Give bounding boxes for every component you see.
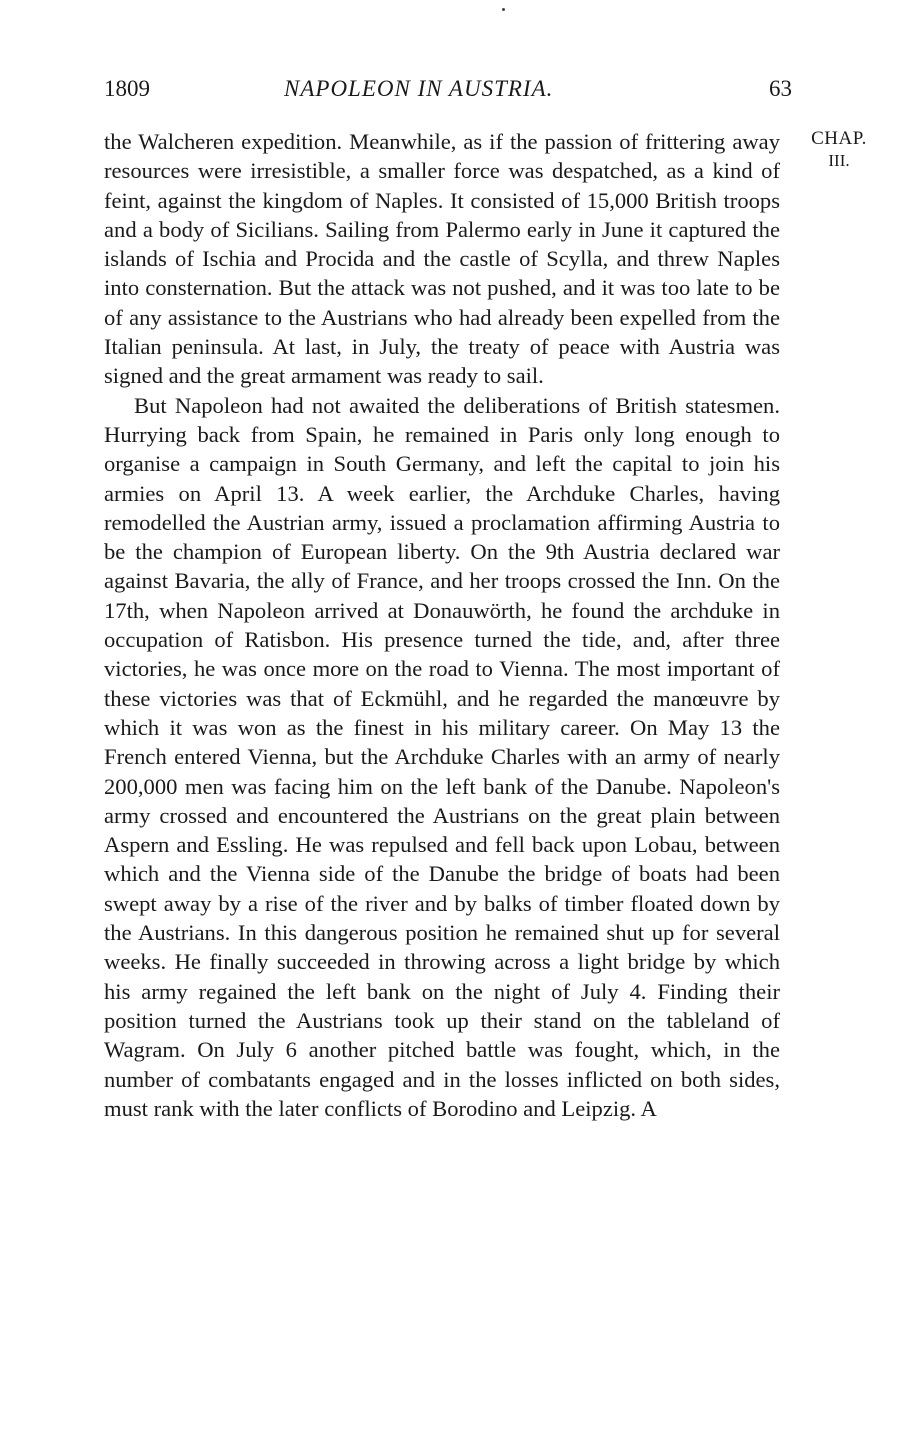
chapter-margin-note: [799, 128, 879, 172]
page-number: 63: [769, 76, 792, 101]
running-head: [104, 76, 792, 106]
chapter-label: CHAP.: [811, 128, 867, 149]
paragraph-napoleon-campaign: But Napoleon had not awaited the deliberations of British statesmen. Hurrying back from Spain, he remained in Paris only long enough to organise a campaign in South Germany, and left the capital to join his armies on April 13. A week earlier, the Archduke Charles, having remodelled the Austrian army, issued a proclamation affirming Austria to be the champion of European liberty. On the 9th Austria declared war against Bavaria, the ally of France, and her troops crossed the Inn. On the 17th, when Napoleon arrived at Donauwörth, he found the archduke in occupation of Ratisbon. His presence turned the tide, and, after three victories, he was once more on the road to Vienna. The most important of these victories was that of Eckmühl, and he regarded the manœuvre by which it was won as the finest in his military career. On May 13 the French entered Vienna, but the Archduke Charles with an army of nearly 200,000 men was facing him on the left bank of the Danube. Napoleon's army crossed and encountered the Austrians on the great plain between Aspern and Essling. He was repulsed and fell back upon Lobau, between which and the Vienna side of the Danube the bridge of boats had been swept away by a rise of the river and by balks of timber floated down by the Austrians. In this dangerous position he remained shut up for several weeks. He finally succeeded in throwing across a light bridge by which his army regained the left bank on the night of July 4. Finding their position turned the Austrians took up their stand on the tableland of Wagram. On July 6 another pitched battle was fought, which, in the number of combatants engaged and in the losses inflicted on both sides, must rank with the later conflicts of Borodino and Leipzig. A: [104, 392, 780, 1121]
header-year: 1809: [104, 76, 150, 101]
body-text: [104, 127, 780, 1123]
header-title: NAPOLEON IN AUSTRIA.: [284, 76, 554, 101]
page-dot: [502, 8, 505, 11]
chapter-number: III.: [828, 151, 850, 170]
paragraph-continuation: the Walcheren expedition. Meanwhile, as if the passion of frittering away resources were irresistible, a smaller force was despatched, as a kind of feint, against the kingdom of Naples. It consisted of 15,000 British troops and a body of Sicilians. Sailing from Palermo early in June it captured the islands of Ischia and Procida and the castle of Scylla, and threw Naples into consternation. But the attack was not pushed, and it was too late to be of any assistance to the Austrians who had already been expelled from the Italian peninsula. At last, in July, the treaty of peace with Austria was signed and the great armament was ready to sail.: [104, 129, 780, 389]
